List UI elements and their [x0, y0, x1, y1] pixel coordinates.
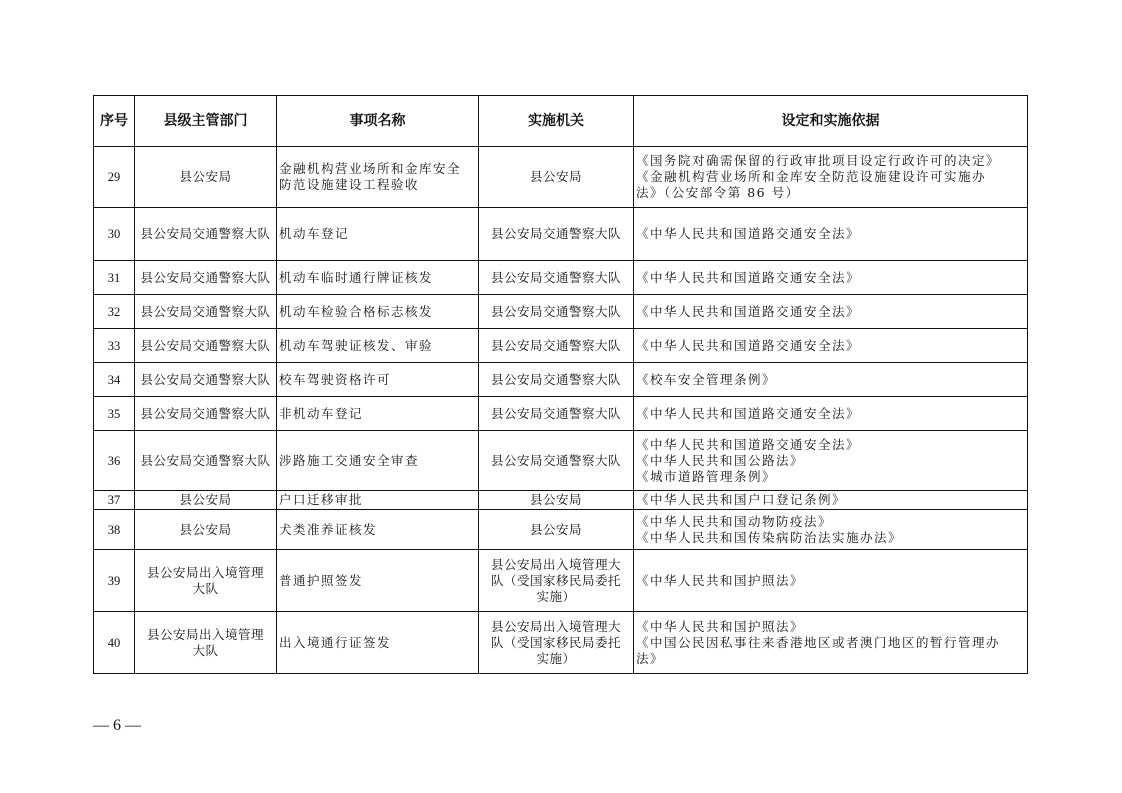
cell-department-line: 大队 [192, 642, 219, 658]
table-row [94, 550, 1028, 612]
cell-department [135, 363, 277, 397]
cell-item-name-line: 金融机构营业场所和金库安全 [279, 161, 462, 176]
cell-item-name-line: 出入境通行证签发 [279, 634, 392, 650]
cell-department [135, 491, 277, 510]
cell-department-line: 县公安局 [179, 169, 232, 184]
cell-basis [634, 261, 1028, 295]
cell-basis-line: 《中华人民共和国道路交通安全法》 [636, 269, 861, 285]
cell-department-line: 县公安局交通警察大队 [140, 452, 271, 468]
table-row [94, 329, 1028, 363]
header-implementing-agency: 实施机关 [479, 96, 634, 147]
cell-basis [634, 612, 1028, 674]
cell-agency [479, 295, 634, 329]
cell-basis-line: 《中华人民共和国道路交通安全法》 [636, 337, 861, 353]
cell-basis-line: 《中华人民共和国道路交通安全法》 [636, 436, 861, 452]
cell-department-line: 县公安局 [179, 492, 232, 507]
cell-department-line: 县公安局出入境管理 [146, 626, 264, 642]
cell-basis [634, 363, 1028, 397]
table-row [94, 208, 1028, 261]
cell-serial-number: 39 [94, 550, 135, 612]
cell-serial-number: 34 [94, 363, 135, 397]
table-row [94, 491, 1028, 510]
cell-item-name [277, 329, 479, 363]
cell-item-name [277, 208, 479, 261]
cell-basis-line: 《城市道路管理条例》 [636, 468, 777, 484]
cell-serial-number: 40 [94, 612, 135, 674]
cell-department-line: 县公安局交通警察大队 [140, 371, 271, 387]
cell-item-name-line: 非机动车登记 [279, 405, 364, 421]
cell-agency-line: 队（受国家移民局委托 [490, 572, 621, 588]
table-row [94, 295, 1028, 329]
header-county-department: 县级主管部门 [135, 96, 277, 147]
cell-agency-line: 实施） [536, 588, 576, 604]
cell-agency-line: 县公安局交通警察大队 [490, 226, 621, 241]
cell-agency [479, 491, 634, 510]
cell-item-name [277, 510, 479, 550]
cell-department [135, 510, 277, 550]
cell-agency [479, 147, 634, 208]
cell-serial-number: 29 [94, 147, 135, 208]
cell-department [135, 147, 277, 208]
cell-department-line: 大队 [192, 580, 219, 596]
cell-serial-number: 33 [94, 329, 135, 363]
cell-department-line: 县公安局 [179, 521, 232, 537]
cell-basis-line: 《金融机构营业场所和金库安全防范设施建设许可实施办 [636, 169, 987, 184]
cell-basis-line: 《中华人民共和国传染病防治法实施办法》 [636, 529, 903, 545]
cell-item-name-line: 犬类准养证核发 [279, 521, 378, 537]
table-header-row [94, 96, 1028, 147]
cell-basis-line: 《中华人民共和国护照法》 [636, 572, 805, 588]
cell-agency-line: 县公安局交通警察大队 [490, 269, 621, 285]
table-row [94, 397, 1028, 431]
cell-item-name-line: 普通护照签发 [279, 572, 364, 588]
cell-agency-line: 县公安局 [529, 169, 582, 184]
cell-basis-line: 《中国公民因私事往来香港地区或者澳门地区的暂行管理办 [636, 634, 1001, 650]
cell-agency-line: 队（受国家移民局委托 [490, 634, 621, 650]
cell-department-line: 县公安局交通警察大队 [140, 303, 271, 319]
cell-item-name [277, 550, 479, 612]
cell-agency-line: 县公安局出入境管理大 [490, 618, 621, 634]
cell-basis [634, 397, 1028, 431]
cell-item-name-line: 防范设施建设工程验收 [279, 177, 420, 192]
header-serial-number: 序号 [94, 96, 135, 147]
cell-department-line: 县公安局交通警察大队 [140, 269, 271, 285]
cell-basis-line: 《中华人民共和国护照法》 [636, 618, 805, 634]
table-row [94, 261, 1028, 295]
cell-agency-line: 县公安局出入境管理大 [490, 556, 621, 572]
cell-item-name-line: 机动车登记 [279, 226, 350, 241]
table-row [94, 510, 1028, 550]
table-row [94, 431, 1028, 491]
cell-department [135, 295, 277, 329]
cell-item-name-line: 机动车驾驶证核发、审验 [279, 337, 434, 353]
cell-agency [479, 510, 634, 550]
administrative-items-table [93, 95, 1028, 674]
cell-basis [634, 510, 1028, 550]
cell-department-line: 县公安局出入境管理 [146, 564, 264, 580]
cell-agency-line: 县公安局 [529, 521, 582, 537]
cell-basis-line: 《中华人民共和国动物防疫法》 [636, 513, 833, 529]
cell-serial-number: 32 [94, 295, 135, 329]
cell-department [135, 261, 277, 295]
cell-item-name-line: 校车驾驶资格许可 [279, 371, 392, 387]
cell-agency-line: 县公安局交通警察大队 [490, 371, 621, 387]
cell-department [135, 550, 277, 612]
cell-agency [479, 208, 634, 261]
cell-department [135, 431, 277, 491]
cell-basis [634, 329, 1028, 363]
cell-agency [479, 363, 634, 397]
cell-agency-line: 县公安局交通警察大队 [490, 337, 621, 353]
cell-agency-line: 实施） [536, 650, 576, 666]
cell-basis [634, 431, 1028, 491]
header-legal-basis: 设定和实施依据 [634, 96, 1028, 147]
cell-agency-line: 县公安局 [529, 492, 582, 507]
table-row [94, 612, 1028, 674]
header-item-name: 事项名称 [277, 96, 479, 147]
cell-item-name-line: 机动车检验合格标志核发 [279, 303, 434, 319]
cell-serial-number: 30 [94, 208, 135, 261]
cell-basis-line: 法》（公安部令第 86 号） [636, 185, 800, 200]
cell-item-name [277, 295, 479, 329]
cell-basis [634, 491, 1028, 510]
cell-agency [479, 431, 634, 491]
cell-agency [479, 550, 634, 612]
cell-basis-line: 《中华人民共和国户口登记条例》 [636, 492, 847, 507]
cell-serial-number: 37 [94, 491, 135, 510]
cell-serial-number: 35 [94, 397, 135, 431]
cell-item-name-line: 机动车临时通行牌证核发 [279, 269, 434, 285]
cell-basis [634, 208, 1028, 261]
cell-basis-line: 《校车安全管理条例》 [636, 371, 777, 387]
cell-serial-number: 38 [94, 510, 135, 550]
cell-department [135, 397, 277, 431]
cell-item-name [277, 261, 479, 295]
cell-item-name [277, 147, 479, 208]
cell-agency-line: 县公安局交通警察大队 [490, 303, 621, 319]
cell-department [135, 612, 277, 674]
cell-serial-number: 36 [94, 431, 135, 491]
cell-department [135, 329, 277, 363]
cell-department-line: 县公安局交通警察大队 [140, 405, 271, 421]
cell-agency [479, 329, 634, 363]
cell-department-line: 县公安局交通警察大队 [140, 226, 271, 241]
cell-department-line: 县公安局交通警察大队 [140, 337, 271, 353]
table-row [94, 363, 1028, 397]
cell-basis-line: 《中华人民共和国公路法》 [636, 452, 805, 468]
cell-item-name [277, 363, 479, 397]
cell-agency-line: 县公安局交通警察大队 [490, 452, 621, 468]
table-row [94, 147, 1028, 208]
cell-agency [479, 612, 634, 674]
cell-item-name-line: 涉路施工交通安全审查 [279, 452, 420, 468]
cell-basis [634, 550, 1028, 612]
cell-basis [634, 295, 1028, 329]
cell-agency-line: 县公安局交通警察大队 [490, 405, 621, 421]
cell-serial-number: 31 [94, 261, 135, 295]
cell-basis-line: 《中华人民共和国道路交通安全法》 [636, 405, 861, 421]
cell-basis-line: 《中华人民共和国道路交通安全法》 [636, 226, 861, 241]
cell-item-name-line: 户口迁移审批 [279, 492, 364, 507]
cell-basis-line: 《国务院对确需保留的行政审批项目设定行政许可的决定》 [636, 153, 1001, 168]
cell-basis [634, 147, 1028, 208]
cell-item-name [277, 397, 479, 431]
cell-basis-line: 《中华人民共和国道路交通安全法》 [636, 303, 861, 319]
cell-basis-line: 法》 [636, 650, 665, 666]
cell-agency [479, 261, 634, 295]
cell-department [135, 208, 277, 261]
cell-agency [479, 397, 634, 431]
page-number: — 6 — [93, 717, 141, 734]
cell-item-name [277, 612, 479, 674]
cell-item-name [277, 431, 479, 491]
cell-item-name [277, 491, 479, 510]
